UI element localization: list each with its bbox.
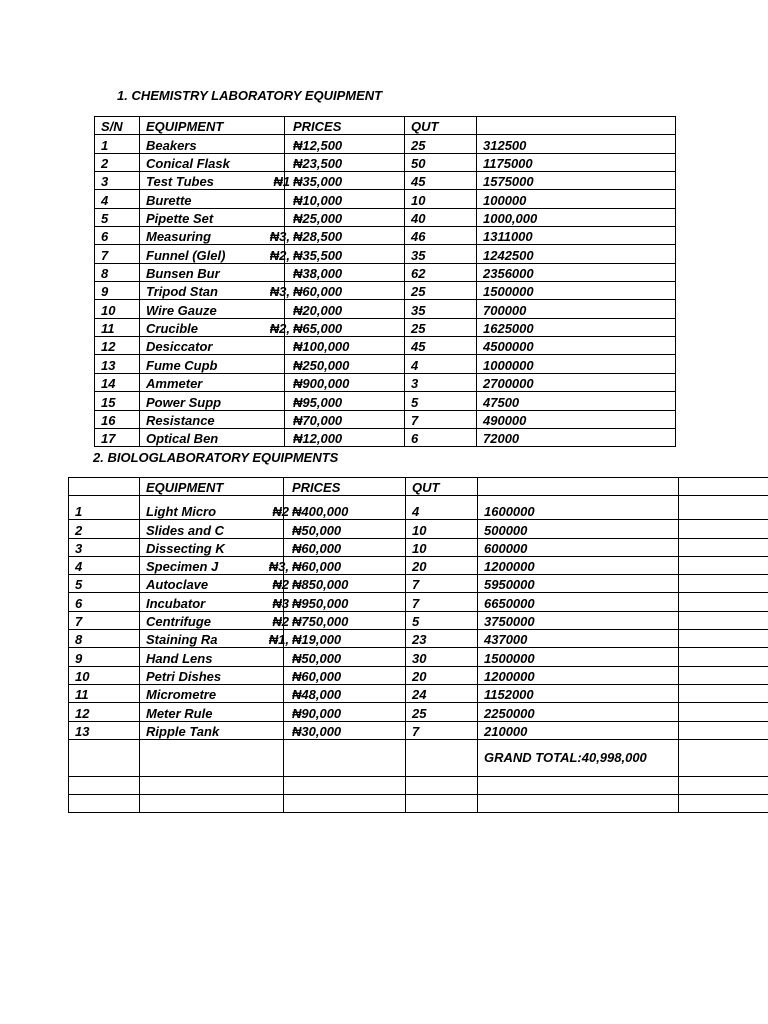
- row-price-value: ₦900,000: [293, 376, 350, 392]
- row-equipment: Specimen J: [140, 556, 284, 574]
- row-equipment: Ripple Tank: [140, 721, 284, 739]
- row-total: 2250000: [478, 703, 679, 721]
- row-sn: 17: [95, 428, 140, 446]
- row-qut: 5: [406, 611, 478, 629]
- row-price-value: ₦30,000: [292, 723, 342, 739]
- row-equipment: Dissecting K: [140, 538, 284, 556]
- row-total: 600000: [478, 538, 679, 556]
- row-equipment: Ammeter: [140, 373, 285, 391]
- table-row: [69, 703, 768, 721]
- empty-cell: [284, 739, 406, 776]
- row-price-value: ₦60,000: [292, 668, 342, 684]
- table-row: [95, 263, 676, 281]
- row-price-overflow: ₦2,: [269, 247, 290, 263]
- row-price: [285, 337, 405, 355]
- empty-cell: [284, 776, 406, 794]
- row-price-value: ₦95,000: [293, 394, 343, 410]
- row-total: 1200000: [478, 666, 679, 684]
- row-price: [272, 611, 406, 630]
- row-total: 47500: [477, 392, 676, 410]
- empty-cell: [406, 795, 478, 813]
- row-qut: 35: [405, 300, 477, 318]
- table-row: [69, 556, 768, 574]
- row-equipment: Desiccator: [140, 337, 285, 355]
- table-header-row: [69, 478, 768, 496]
- header-qut: QUT: [405, 117, 477, 135]
- empty-cell: [478, 776, 679, 794]
- row-qut: 6: [405, 428, 477, 446]
- table-row: [95, 410, 676, 428]
- row-total: 1000,000: [477, 208, 676, 226]
- row-equipment: Staining Ra: [140, 630, 284, 648]
- row-price-overflow: ₦2: [272, 504, 289, 520]
- row-sn: 10: [69, 666, 140, 684]
- row-qut: 10: [406, 520, 478, 538]
- row-qut: 4: [405, 355, 477, 373]
- row-qut: 45: [405, 337, 477, 355]
- row-price: [284, 721, 406, 739]
- row-price: [285, 135, 405, 153]
- row-equipment: Light Micro: [140, 496, 284, 520]
- row-extra: [679, 648, 768, 666]
- row-price: [273, 172, 405, 190]
- row-price-overflow: ₦1,: [268, 632, 289, 648]
- row-price: [285, 392, 405, 410]
- row-price-value: ₦400,000: [292, 504, 349, 520]
- row-price-value: ₦35,000: [293, 174, 343, 190]
- table-row: [95, 190, 676, 208]
- row-total: 1625000: [477, 318, 676, 336]
- table-row: [95, 227, 676, 245]
- row-extra: [679, 721, 768, 739]
- row-extra: [679, 575, 768, 593]
- grand-total: GRAND TOTAL:40,998,000: [478, 739, 679, 776]
- row-total: 1500000: [477, 282, 676, 300]
- row-total: 312500: [477, 135, 676, 153]
- row-price: [285, 428, 405, 446]
- row-price-value: ₦50,000: [292, 650, 342, 666]
- row-equipment: Incubator: [140, 593, 284, 611]
- row-equipment: Meter Rule: [140, 703, 284, 721]
- table-header-row: [95, 117, 676, 135]
- table-row: [95, 355, 676, 373]
- row-qut: 30: [406, 648, 478, 666]
- row-price-value: ₦100,000: [293, 339, 350, 355]
- row-total: 1152000: [478, 684, 679, 702]
- row-price: [284, 666, 406, 684]
- row-price-overflow: ₦3,: [269, 284, 290, 300]
- row-sn: 13: [95, 355, 140, 373]
- row-price-value: ₦25,000: [293, 211, 343, 227]
- row-qut: 40: [405, 208, 477, 226]
- row-qut: 5: [405, 392, 477, 410]
- row-price-overflow: ₦3,: [269, 229, 290, 245]
- row-extra: [679, 703, 768, 721]
- header-prices: PRICES: [284, 478, 406, 496]
- table-row: [69, 520, 768, 538]
- header-equipment: EQUIPMENT: [140, 478, 284, 496]
- row-extra: [679, 538, 768, 556]
- row-sn: 8: [69, 630, 140, 648]
- table-row: [69, 538, 768, 556]
- row-price: [285, 263, 405, 281]
- header-sn: [69, 478, 140, 496]
- row-total: 1575000: [477, 172, 676, 190]
- row-qut: 7: [406, 575, 478, 593]
- empty-cell: [69, 795, 140, 813]
- row-total: 1311000: [477, 227, 676, 245]
- row-qut: 25: [406, 703, 478, 721]
- row-extra: [679, 496, 768, 520]
- row-sn: 3: [69, 538, 140, 556]
- row-total: 1600000: [478, 496, 679, 520]
- row-qut: 4: [406, 496, 478, 520]
- row-sn: 6: [95, 227, 140, 245]
- row-equipment: Petri Dishes: [140, 666, 284, 684]
- row-equipment: Conical Flask: [140, 153, 285, 171]
- empty-cell: [679, 795, 768, 813]
- row-price-overflow: ₦3: [272, 595, 289, 611]
- row-price-value: ₦70,000: [293, 412, 343, 428]
- row-equipment: Bunsen Bur: [140, 263, 285, 281]
- empty-row: [69, 795, 768, 813]
- row-sn: 13: [69, 721, 140, 739]
- row-price-value: ₦90,000: [292, 705, 342, 721]
- table-row: [95, 428, 676, 446]
- row-equipment: Micrometre: [140, 684, 284, 702]
- header-prices: PRICES: [285, 117, 405, 135]
- row-sn: 5: [95, 208, 140, 226]
- header-total: [477, 117, 676, 135]
- row-equipment: Crucible: [140, 318, 285, 336]
- row-sn: 12: [95, 337, 140, 355]
- chemistry-heading: 1. CHEMISTRY LABORATORY EQUIPMENT: [117, 88, 383, 103]
- row-price-value: ₦750,000: [292, 614, 349, 630]
- row-qut: 10: [405, 190, 477, 208]
- row-sn: 1: [69, 496, 140, 520]
- empty-cell: [679, 739, 768, 776]
- row-total: 5950000: [478, 575, 679, 593]
- table-row: [69, 575, 768, 593]
- table-row: [69, 684, 768, 702]
- row-sn: 12: [69, 703, 140, 721]
- row-total: 2356000: [477, 263, 676, 281]
- row-sn: 9: [95, 282, 140, 300]
- row-price: [285, 190, 405, 208]
- row-sn: 16: [95, 410, 140, 428]
- row-equipment: Resistance: [140, 410, 285, 428]
- row-sn: 8: [95, 263, 140, 281]
- row-price: [272, 575, 406, 593]
- row-price: [269, 245, 405, 263]
- header-sn: S/N: [95, 117, 140, 135]
- row-price-value: ₦38,000: [293, 266, 343, 282]
- row-equipment: Optical Ben: [140, 428, 285, 446]
- row-price: [269, 282, 405, 300]
- row-equipment: Wire Gauze: [140, 300, 285, 318]
- row-price: [285, 373, 405, 391]
- row-extra: [679, 520, 768, 538]
- empty-cell: [140, 795, 284, 813]
- row-price-value: ₦20,000: [293, 302, 343, 318]
- table-row: [69, 666, 768, 684]
- row-price-value: ₦12,500: [293, 137, 343, 153]
- row-qut: 7: [406, 721, 478, 739]
- row-price-value: ₦23,500: [293, 156, 343, 172]
- row-sn: 15: [95, 392, 140, 410]
- row-equipment: Burette: [140, 190, 285, 208]
- empty-cell: [406, 739, 478, 776]
- table-row: [95, 373, 676, 391]
- row-qut: 10: [406, 538, 478, 556]
- row-sn: 3: [95, 172, 140, 190]
- table-row: [69, 630, 768, 648]
- row-equipment: Power Supp: [140, 392, 285, 410]
- empty-cell: [284, 795, 406, 813]
- row-qut: 24: [406, 684, 478, 702]
- row-sn: 4: [69, 556, 140, 574]
- row-total: 1500000: [478, 648, 679, 666]
- row-total: 1000000: [477, 355, 676, 373]
- row-sn: 2: [69, 520, 140, 538]
- table-row: [95, 172, 676, 190]
- row-sn: 5: [69, 575, 140, 593]
- row-qut: 3: [405, 373, 477, 391]
- row-qut: 46: [405, 227, 477, 245]
- row-equipment: Funnel (Glel): [140, 245, 285, 263]
- row-extra: [679, 630, 768, 648]
- empty-cell: [69, 776, 140, 794]
- row-total: 3750000: [478, 611, 679, 629]
- row-sn: 11: [69, 684, 140, 702]
- row-price: [284, 648, 406, 666]
- table-row: [95, 135, 676, 153]
- table-row: [69, 593, 768, 611]
- row-total: 1242500: [477, 245, 676, 263]
- table-row: [69, 648, 768, 666]
- grand-total-row: [69, 739, 768, 776]
- row-sn: 7: [69, 611, 140, 629]
- row-price-value: ₦35,500: [293, 247, 343, 263]
- row-sn: 14: [95, 373, 140, 391]
- row-price-value: ₦19,000: [292, 632, 342, 648]
- table-row: [95, 392, 676, 410]
- row-price: [284, 703, 406, 721]
- row-sn: 10: [95, 300, 140, 318]
- row-price-value: ₦10,000: [293, 192, 343, 208]
- table-row: [95, 282, 676, 300]
- row-total: 1200000: [478, 556, 679, 574]
- table-row: [69, 611, 768, 629]
- row-price: [284, 538, 406, 556]
- header-extra: [679, 478, 768, 496]
- row-price-value: ₦50,000: [292, 522, 342, 538]
- row-price: [285, 208, 405, 226]
- row-extra: [679, 556, 768, 574]
- row-price: [285, 300, 405, 318]
- table-row: [95, 318, 676, 336]
- row-qut: 20: [406, 666, 478, 684]
- row-price: [269, 227, 405, 245]
- row-extra: [679, 593, 768, 611]
- row-equipment: Slides and C: [140, 520, 284, 538]
- row-sn: 11: [95, 318, 140, 336]
- row-price-value: ₦60,000: [293, 284, 343, 300]
- row-total: 100000: [477, 190, 676, 208]
- table-row: [95, 300, 676, 318]
- row-price-value: ₦60,000: [292, 540, 342, 556]
- row-price: [285, 153, 405, 171]
- row-price: [272, 496, 406, 520]
- row-price-overflow: ₦2: [272, 614, 289, 630]
- row-price-overflow: ₦2,: [269, 321, 290, 337]
- row-total: 1175000: [477, 153, 676, 171]
- row-qut: 20: [406, 556, 478, 574]
- row-total: 72000: [477, 428, 676, 446]
- row-total: 2700000: [477, 373, 676, 391]
- biology-heading: 2. BIOLOGLABORATORY EQUIPMENTS: [93, 450, 339, 465]
- row-equipment: Fume Cupb: [140, 355, 285, 373]
- row-qut: 23: [406, 630, 478, 648]
- empty-cell: [679, 776, 768, 794]
- row-price: [268, 556, 406, 575]
- row-price: [285, 410, 405, 428]
- header-total: [478, 478, 679, 496]
- row-extra: [679, 684, 768, 702]
- row-price-overflow: ₦3,: [268, 559, 289, 575]
- row-qut: 45: [405, 172, 477, 190]
- row-sn: 4: [95, 190, 140, 208]
- row-total: 437000: [478, 630, 679, 648]
- chemistry-equipment-table: [94, 116, 676, 447]
- biology-equipment-table: [68, 477, 768, 813]
- table-row: [69, 496, 768, 520]
- row-total: 4500000: [477, 337, 676, 355]
- table-row: [95, 245, 676, 263]
- row-price: [268, 630, 406, 648]
- row-equipment: Pipette Set: [140, 208, 285, 226]
- row-price-value: ₦850,000: [292, 577, 349, 593]
- row-qut: 25: [405, 135, 477, 153]
- row-equipment: Autoclave: [140, 575, 284, 593]
- row-total: 210000: [478, 721, 679, 739]
- row-qut: 25: [405, 318, 477, 336]
- row-equipment: Hand Lens: [140, 648, 284, 666]
- table-row: [95, 208, 676, 226]
- row-price: [269, 318, 405, 337]
- table-row: [95, 153, 676, 171]
- row-price: [284, 520, 406, 538]
- row-qut: 62: [405, 263, 477, 281]
- row-extra: [679, 611, 768, 629]
- table-row: [95, 337, 676, 355]
- row-qut: 7: [406, 593, 478, 611]
- header-equipment: EQUIPMENT: [140, 117, 285, 135]
- row-equipment: Tripod Stan: [140, 282, 285, 300]
- row-qut: 7: [405, 410, 477, 428]
- empty-cell: [406, 776, 478, 794]
- table-row: [69, 721, 768, 739]
- row-qut: 35: [405, 245, 477, 263]
- row-equipment: Centrifuge: [140, 611, 284, 629]
- header-qut: QUT: [406, 478, 478, 496]
- row-price-value: ₦12,000: [293, 431, 343, 447]
- empty-row: [69, 776, 768, 794]
- row-qut: 50: [405, 153, 477, 171]
- row-total: 490000: [477, 410, 676, 428]
- row-price: [285, 355, 405, 373]
- row-price-value: ₦65,000: [293, 321, 343, 337]
- row-total: 6650000: [478, 593, 679, 611]
- row-price-value: ₦250,000: [293, 357, 350, 373]
- row-equipment: Beakers: [140, 135, 285, 153]
- row-equipment: Test Tubes: [140, 172, 285, 190]
- empty-cell: [478, 795, 679, 813]
- row-qut: 25: [405, 282, 477, 300]
- row-total: 700000: [477, 300, 676, 318]
- row-sn: 2: [95, 153, 140, 171]
- row-price: [284, 684, 406, 702]
- row-sn: 1: [95, 135, 140, 153]
- empty-cell: [140, 776, 284, 794]
- empty-cell: [140, 739, 284, 776]
- row-price-value: ₦28,500: [293, 229, 343, 245]
- row-price-overflow: ₦2: [272, 577, 289, 593]
- empty-cell: [69, 739, 140, 776]
- row-price-overflow: ₦1: [273, 174, 290, 190]
- row-total: 500000: [478, 520, 679, 538]
- row-price-value: ₦48,000: [292, 687, 342, 703]
- row-price-value: ₦60,000: [292, 559, 342, 575]
- row-extra: [679, 666, 768, 684]
- row-sn: 9: [69, 648, 140, 666]
- row-price-value: ₦950,000: [292, 595, 349, 611]
- row-sn: 6: [69, 593, 140, 611]
- row-sn: 7: [95, 245, 140, 263]
- row-equipment: Measuring: [140, 227, 285, 245]
- row-price: [272, 593, 406, 611]
